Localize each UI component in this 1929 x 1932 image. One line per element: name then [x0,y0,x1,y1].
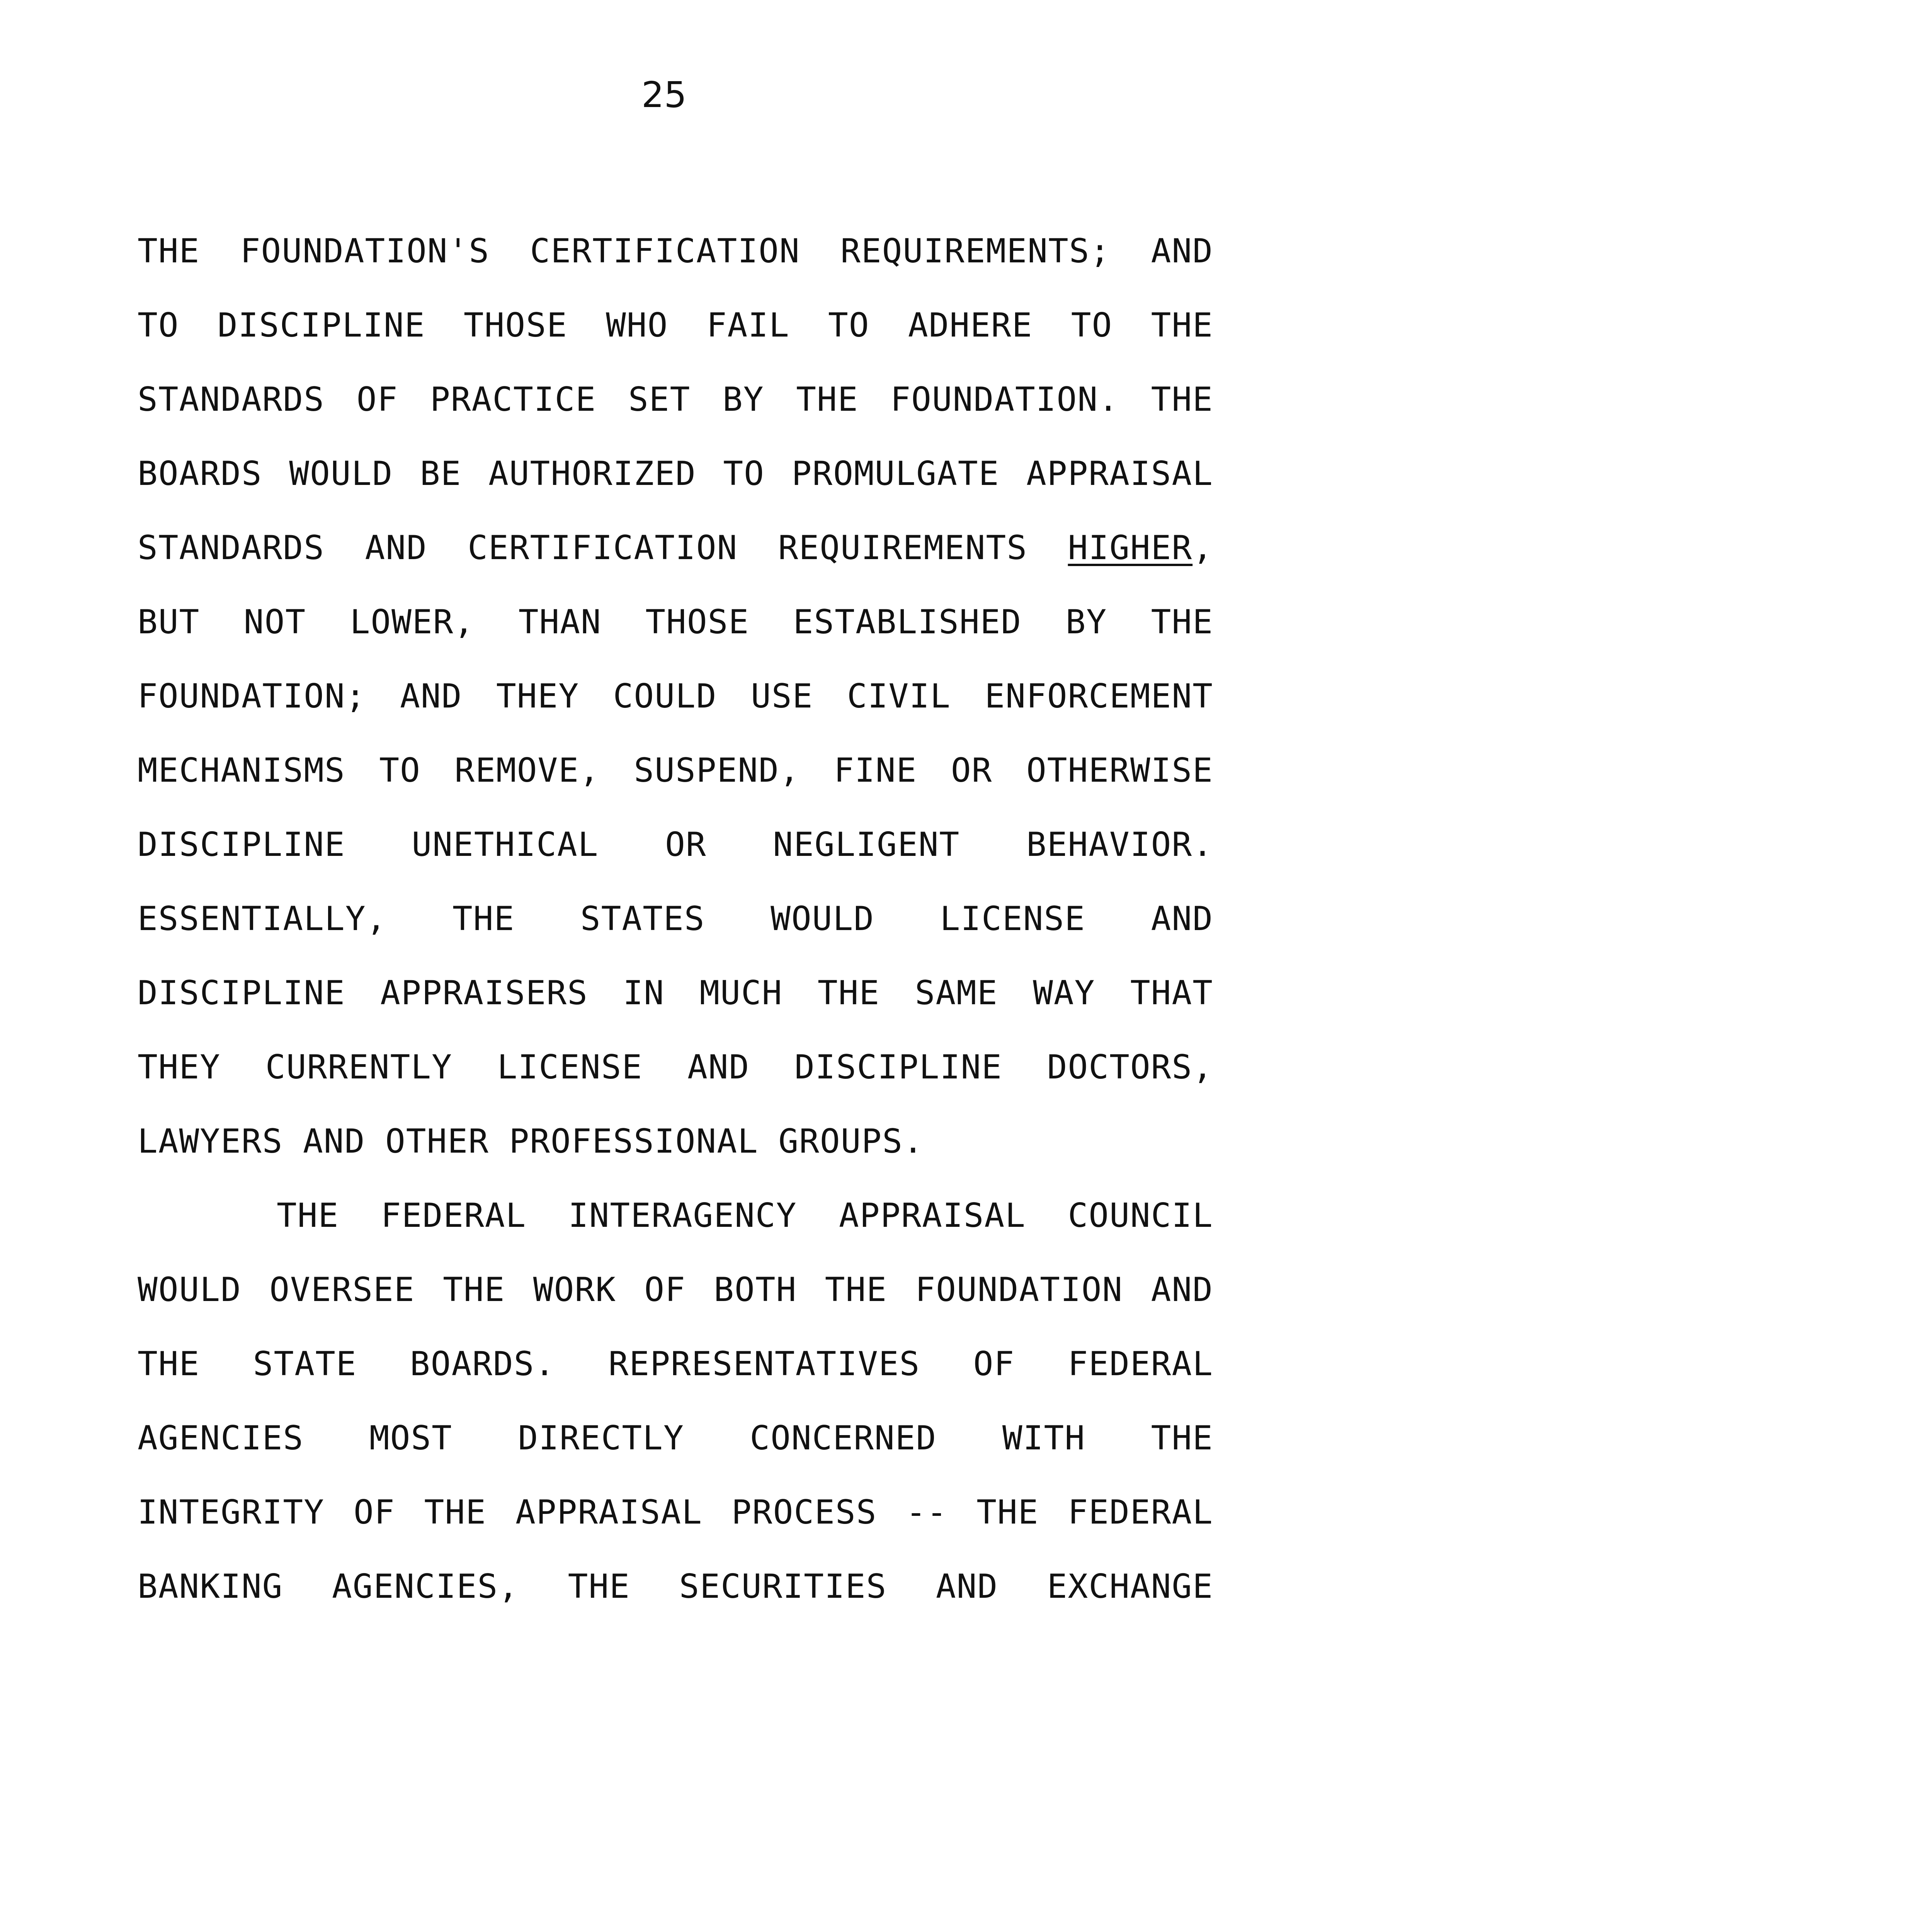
text-line [138,900,1213,974]
text-line [138,677,1213,751]
word: THE [1151,380,1213,419]
word: LOWER, [350,603,475,641]
word: LAWYERS [138,1122,283,1161]
word: INTEGRITY [138,1493,325,1532]
word: AND [1151,900,1213,938]
word: LICENSE [940,900,1086,938]
word: BOTH [714,1270,797,1309]
word: OF [973,1345,1015,1383]
word: OVERSEE [269,1270,415,1309]
word: OR [951,751,993,790]
word: WOULD [771,900,875,938]
word: SET [628,380,691,419]
word: FAIL [706,306,790,345]
word: ADHERE [908,306,1033,345]
word: LICENSE [497,1048,643,1087]
word: REQUIREMENTS [778,529,1028,567]
word: CURRENTLY [265,1048,452,1087]
word: MOST [369,1419,452,1458]
word: THE [452,900,515,938]
word: NEGLIGENT [773,825,960,864]
word: THE [277,1196,339,1235]
word: THAN [518,603,602,641]
word: AND [936,1567,999,1606]
word: FEDERAL [1068,1493,1213,1532]
text-line [138,1122,1213,1196]
word: MUCH [699,974,783,1012]
word: APPRAISAL [1026,454,1213,493]
text-line [138,1419,1213,1493]
word: BY [1065,603,1107,641]
text-line [138,1196,1213,1270]
word: IN [623,974,665,1012]
body-text [138,232,1213,1641]
word: TO [379,751,421,790]
word: WORK [533,1270,616,1309]
word: FINE [834,751,917,790]
word: INTERAGENCY [568,1196,797,1235]
word: FEDERAL [1068,1345,1213,1383]
word: THE [568,1567,630,1606]
word: PRACTICE [430,380,597,419]
text-line [138,974,1213,1048]
word: FOUNDATION [915,1270,1123,1309]
word: WHO [606,306,669,345]
word: THE [424,1493,487,1532]
word: DISCIPLINE [217,306,425,345]
word: TO [723,454,765,493]
text-line [138,1345,1213,1419]
word: REPRESENTATIVES [608,1345,920,1383]
word: THE [138,1345,200,1383]
word: THOSE [645,603,750,641]
word: SAME [915,974,998,1012]
word: THE [817,974,880,1012]
word: ESTABLISHED [793,603,1022,641]
word: GROUPS. [778,1122,924,1161]
word: APPRAISERS [380,974,588,1012]
text-line [138,1567,1213,1641]
word: AND [303,1122,366,1161]
text-line [138,603,1213,677]
word: REMOVE, [454,751,600,790]
word: FOUNDATION; [138,677,366,716]
text-line [138,825,1213,900]
word: BOARDS. [410,1345,556,1383]
word: AGENCIES [138,1419,304,1458]
word: TO [138,306,179,345]
word: DOCTORS, [1047,1048,1213,1087]
word: FOUNDATION. [890,380,1119,419]
word: THE [1151,603,1213,641]
word: PROCESS [731,1493,877,1532]
word: CERTIFICATION [530,232,800,270]
word: THAT [1130,974,1213,1012]
word: THOSE [463,306,568,345]
word: USE [751,677,813,716]
word: TO [828,306,870,345]
word: NOT [243,603,306,641]
word: AND [400,677,463,716]
word: OR [665,825,707,864]
word: WAY [1033,974,1095,1012]
word: BANKING [138,1567,283,1606]
word: FOUNDATION'S [240,232,490,270]
word: STATE [253,1345,357,1383]
word: STATES [580,900,705,938]
word: AND [1151,1270,1213,1309]
page-number: 25 [641,74,687,116]
text-line [138,306,1213,380]
word: APPRAISAL [515,1493,703,1532]
word: THEY [138,1048,221,1087]
word: FEDERAL [381,1196,527,1235]
word: BUT [138,603,200,641]
word: DIRECTLY [518,1419,684,1458]
word: OTHERWISE [1026,751,1213,790]
text-line [138,1493,1213,1567]
word: ESSENTIALLY, [138,900,387,938]
word: THE [1151,1419,1213,1458]
word: DISCIPLINE [138,974,345,1012]
word: DISCIPLINE [794,1048,1002,1087]
word: SUSPEND, [634,751,800,790]
word: BEHAVIOR. [1026,825,1213,864]
text-line [138,232,1213,306]
word: STANDARDS [138,380,325,419]
text-line [138,454,1213,529]
word: THEY [496,677,580,716]
text-line [138,1270,1213,1345]
word: OF [644,1270,686,1309]
word: ENFORCEMENT [985,677,1213,716]
text-line [138,1048,1213,1122]
word: OF [356,380,398,419]
word: BOARDS [138,454,262,493]
text-line [138,380,1213,454]
word: CONCERNED [750,1419,937,1458]
text-line [138,751,1213,825]
word: CERTIFICATION [468,529,738,567]
word: MECHANISMS [138,751,345,790]
word: OTHER [385,1122,489,1161]
word: STANDARDS [138,529,325,567]
word: UNETHICAL [412,825,599,864]
word: AND [1151,232,1213,270]
word: DISCIPLINE [138,825,345,864]
word: OF [354,1493,395,1532]
word: BE [420,454,462,493]
underlined-word: HIGHER [1068,529,1193,567]
word: REQUIREMENTS; [840,232,1111,270]
word: THE [443,1270,505,1309]
word: PROFESSIONAL [509,1122,759,1161]
word: BY [723,380,764,419]
word: COUNCIL [1068,1196,1213,1235]
word: PROMULGATE [791,454,1000,493]
word: EXCHANGE [1047,1567,1213,1606]
word: CIVIL [847,677,951,716]
word: THE [1151,306,1213,345]
word: WITH [1002,1419,1086,1458]
word: COULD [613,677,717,716]
word: AGENCIES, [332,1567,519,1606]
word: APPRAISAL [839,1196,1026,1235]
word: SECURITIES [679,1567,887,1606]
word: HIGHER, [1068,529,1213,567]
word: AUTHORIZED [488,454,696,493]
word: WOULD [289,454,393,493]
text-line [138,529,1213,603]
word: TO [1071,306,1113,345]
word: THE [976,1493,1039,1532]
word: AND [365,529,427,567]
word: AND [687,1048,750,1087]
word: THE [825,1270,888,1309]
word: THE [138,232,200,270]
word: WOULD [138,1270,242,1309]
word: THE [796,380,859,419]
word: -- [906,1493,948,1532]
